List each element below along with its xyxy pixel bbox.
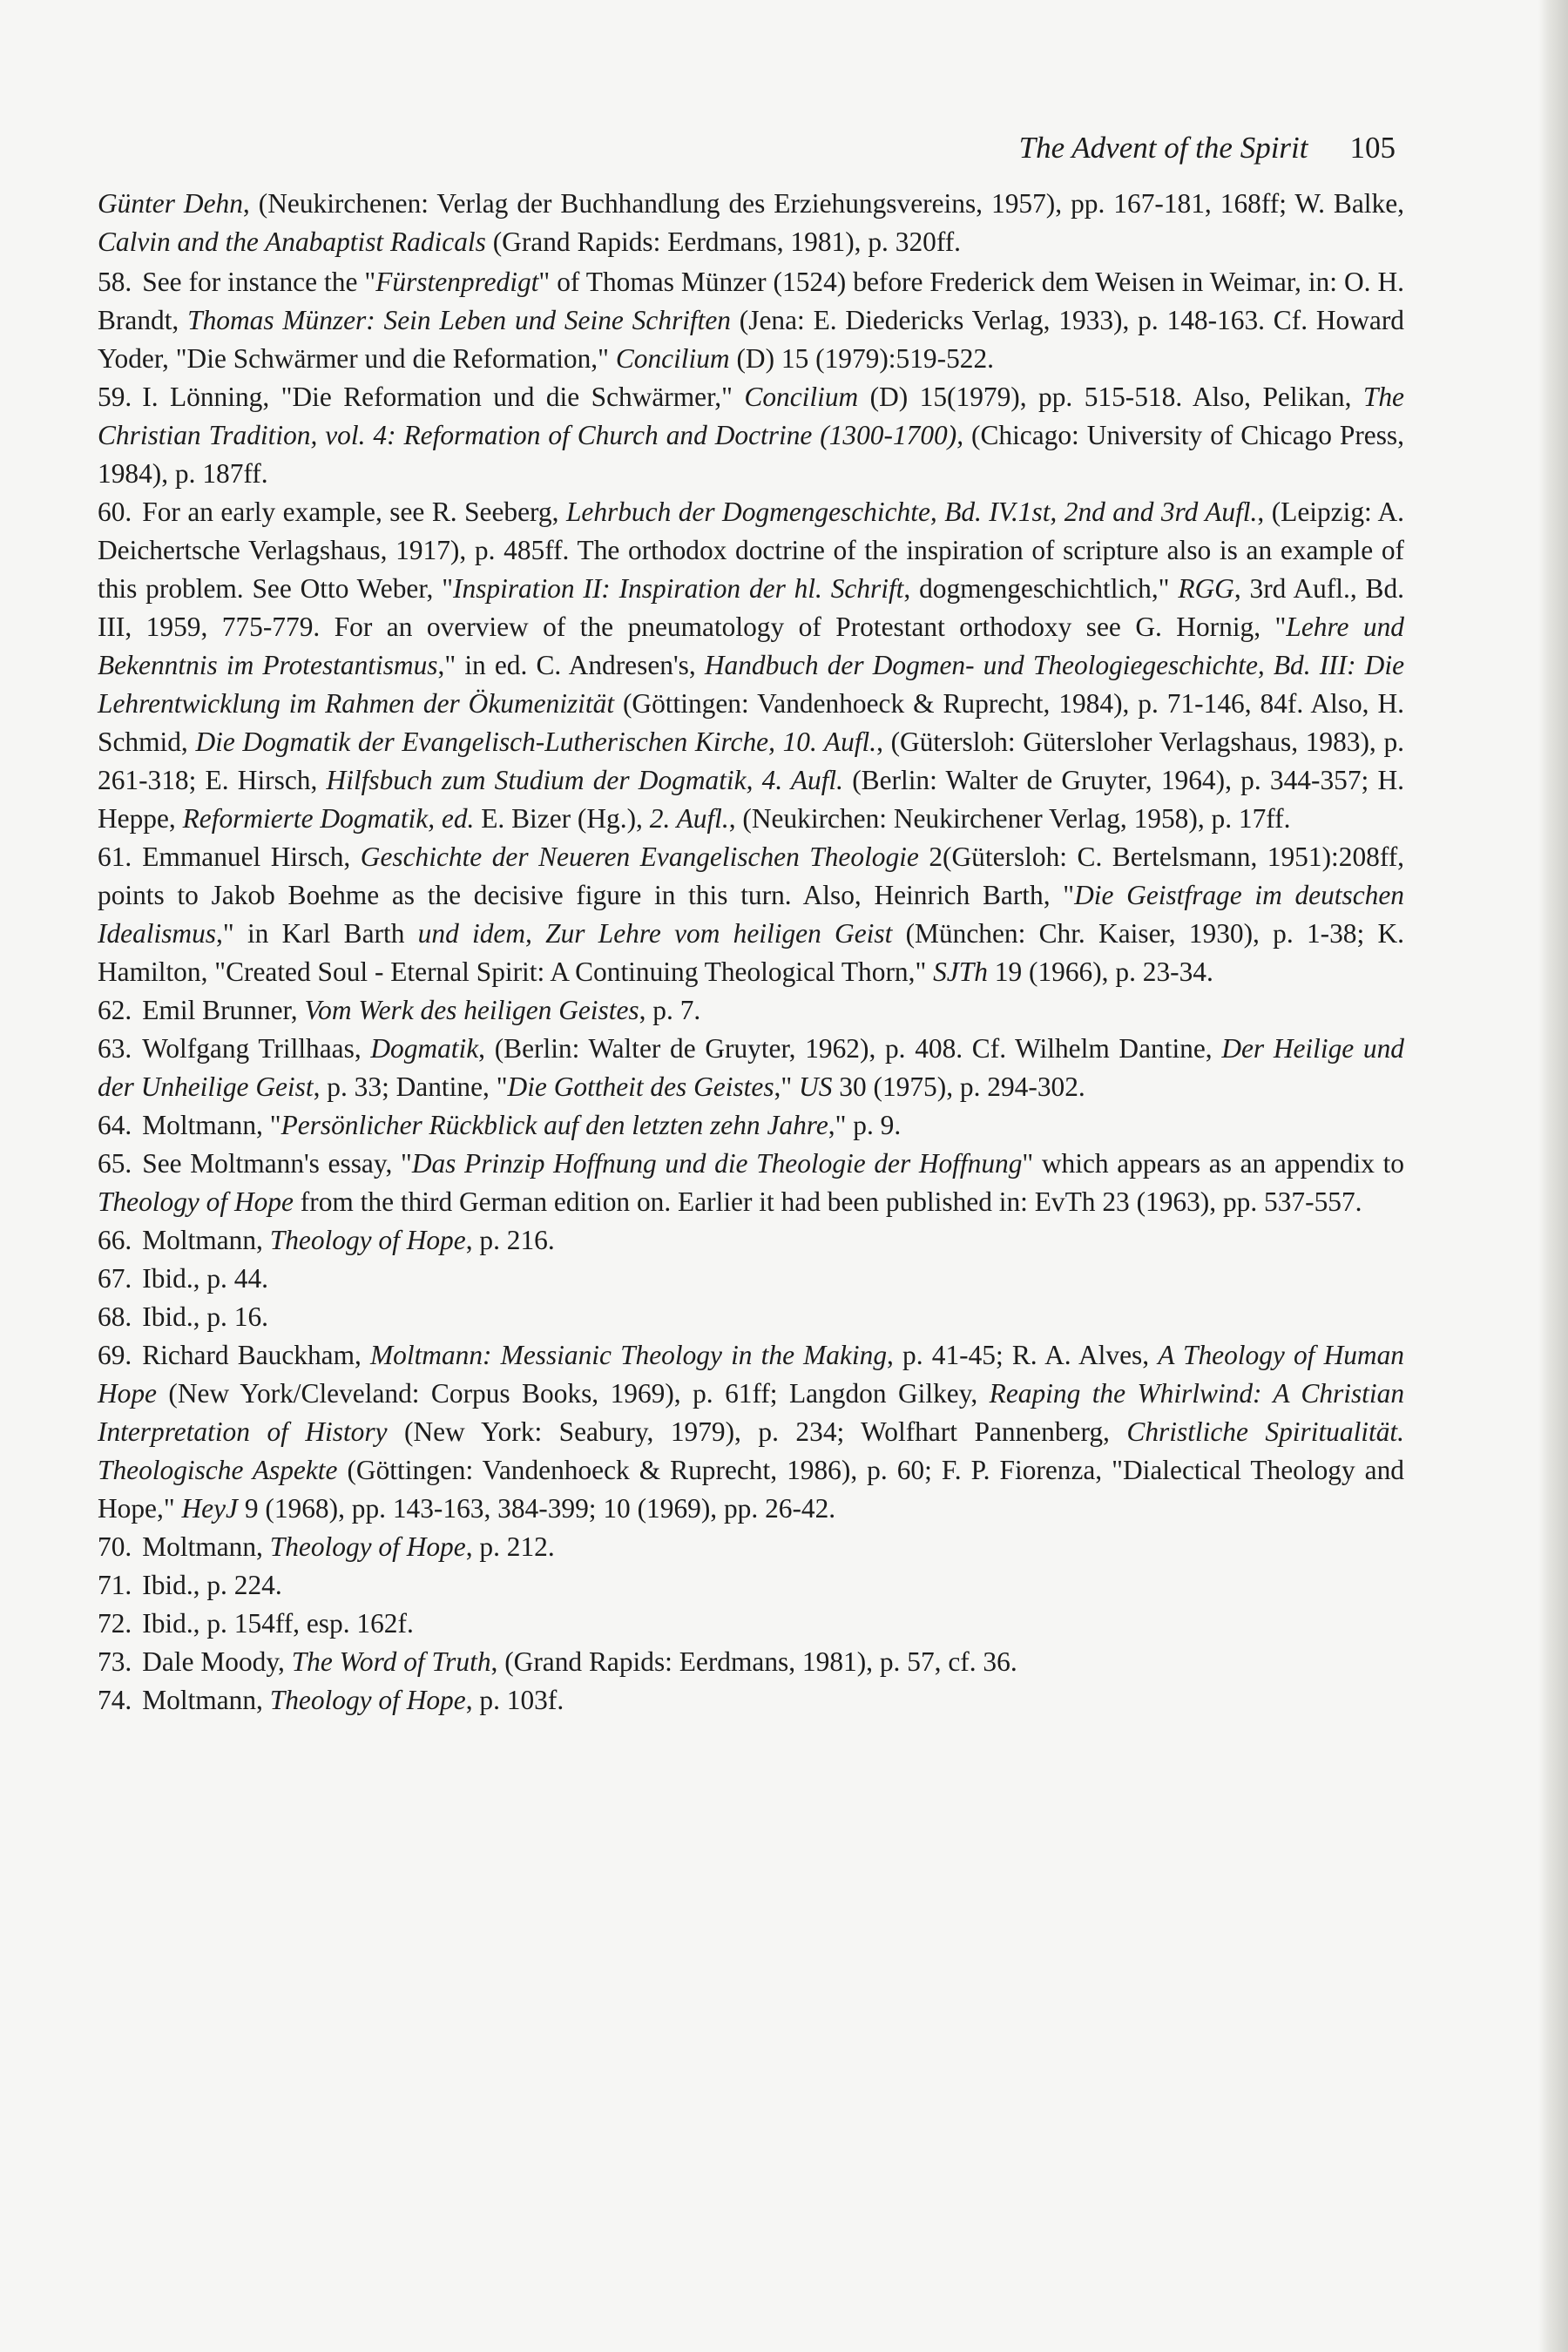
endnote-text: 9 (1968), pp. 143-163, 384-399; 10 (1969), pp. 26-42.	[237, 1493, 836, 1524]
endnote-text: E. Bizer (Hg.),	[474, 803, 650, 834]
endnote-italic-text: Die Geistfrage im deutschen Idealismus	[98, 880, 1404, 949]
endnote-72	[98, 1605, 1404, 1643]
endnote-text: , 3rd Aufl., Bd. III, 1959, 775-779. For an overview of the pneumatology of Protestant orthodoxy see G. Hornig, "	[98, 573, 1404, 642]
endnote-italic-text: Die Gottheit des Geistes	[507, 1071, 774, 1102]
endnote-text: ,"	[774, 1071, 800, 1102]
endnote-text: Moltmann,	[142, 1685, 270, 1715]
endnote-63	[98, 1030, 1404, 1106]
endnote-text: Ibid., p. 16.	[142, 1301, 268, 1332]
endnote-text: " of Thomas Münzer (1524) before Frederick dem Weisen in Weimar, in: O. H. Brandt,	[98, 267, 1405, 335]
endnote-italic-text: Günter Dehn	[98, 188, 243, 219]
endnote-number: 68.	[98, 1301, 132, 1332]
endnote-number: 64.	[98, 1110, 132, 1140]
endnote-text: , p. 41-45; R. A. Alves,	[887, 1340, 1159, 1370]
endnote-number: 73.	[98, 1646, 132, 1677]
endnote-italic-text: Lehre und Bekenntnis im Protestantismus	[98, 612, 1404, 680]
endnote-text: (New York: Seabury, 1979), p. 234; Wolfhart Pannenberg,	[387, 1416, 1127, 1447]
endnote-62	[98, 991, 1404, 1030]
endnote-text: Ibid., p. 224.	[142, 1570, 282, 1600]
endnote-italic-text: SJTh	[933, 956, 988, 987]
endnote-text: For an early example, see R. Seeberg,	[142, 497, 566, 527]
endnote-text: See for instance the "	[142, 267, 376, 297]
endnote-text: , p. 212.	[465, 1531, 555, 1562]
endnote-text: , (Neukirchenen: Verlag der Buchhandlung des Erziehungsvereins, 1957), pp. 167-181, 168ff; W. Balke,	[242, 188, 1404, 219]
endnote-text: I. Lönning, "Die Reformation und die Schwärmer,"	[142, 382, 745, 412]
endnote-text: , (Berlin: Walter de Gruyter, 1962), p. 408. Cf. Wilhelm Dantine,	[478, 1033, 1222, 1064]
endnote-italic-text: Theology of Hope	[269, 1225, 466, 1255]
endnote-number: 65.	[98, 1148, 132, 1179]
endnote-italic-text: Theology of Hope	[98, 1186, 294, 1217]
endnote-italic-text: The Christian Tradition, vol. 4: Reformation of Church and Doctrine (1300-1700),	[98, 382, 1404, 450]
endnote-italic-text: Reformierte Dogmatik, ed.	[182, 803, 475, 834]
endnote-text: , p. 216.	[465, 1225, 555, 1255]
endnote-text: " which appears as an appendix to	[1022, 1148, 1404, 1179]
endnote-text: Dale Moody,	[142, 1646, 292, 1677]
endnote-text: Moltmann,	[142, 1531, 270, 1562]
endnote-text: (Berlin: Walter de Gruyter, 1964), p. 344-357; H. Heppe,	[98, 765, 1404, 834]
endnote-70	[98, 1528, 1404, 1566]
endnote-italic-text: Concilium	[744, 382, 859, 412]
endnote-text: Emmanuel Hirsch,	[142, 841, 361, 872]
endnote-69	[98, 1336, 1404, 1528]
endnote-italic-text: Lehrbuch der Dogmengeschichte, Bd. IV.1st, 2nd and 3rd Aufl.	[565, 497, 1258, 527]
endnote-text: Ibid., p. 154ff, esp. 162f.	[142, 1608, 414, 1639]
endnote-text: , p. 33; Dantine, "	[313, 1071, 508, 1102]
endnote-text: from the third German edition on. Earlier it had been published in: EvTh 23 (1963), pp. 537-557.	[293, 1186, 1362, 1217]
running-head	[934, 131, 1396, 166]
endnote-text: Ibid., p. 44.	[142, 1263, 268, 1294]
endnote-number: 69.	[98, 1340, 132, 1370]
endnote-text: Moltmann, "	[142, 1110, 281, 1140]
endnote-text: , (Grand Rapids: Eerdmans, 1981), p. 57, cf. 36.	[490, 1646, 1017, 1677]
endnote-number: 59.	[98, 382, 132, 412]
endnotes-list	[98, 185, 1404, 1720]
endnote-text: (Chicago: University of Chicago Press, 1984), p. 187ff.	[98, 420, 1404, 489]
endnote-number: 72.	[98, 1608, 132, 1639]
endnote-58	[98, 263, 1404, 378]
endnote-text: 30 (1975), p. 294-302.	[832, 1071, 1085, 1102]
endnote-text: Richard Bauckham,	[142, 1340, 371, 1370]
endnote-italic-text: Hilfsbuch zum Studium der Dogmatik, 4. Aufl.	[326, 765, 843, 795]
endnote-italic-text: Der Heilige und der Unheilige Geist	[98, 1033, 1404, 1102]
endnote-61	[98, 838, 1404, 991]
endnote-italic-text: Reaping the Whirlwind: A Christian Interpretation of History	[98, 1378, 1405, 1447]
endnote-italic-text: und idem, Zur Lehre vom heiligen Geist	[417, 918, 893, 949]
endnote-59	[98, 378, 1404, 493]
endnote-italic-text: Moltmann: Messianic Theology in the Making	[370, 1340, 888, 1370]
endnote-italic-text: Theology of Hope	[269, 1531, 466, 1562]
endnote-italic-text: Thomas Münzer: Sein Leben und Seine Schriften	[187, 305, 731, 335]
endnote-number: 63.	[98, 1033, 132, 1064]
page-edge-shadow	[1538, 0, 1568, 2352]
endnote-71	[98, 1566, 1404, 1605]
endnote-text: Moltmann,	[142, 1225, 270, 1255]
endnote-text: Emil Brunner,	[142, 995, 305, 1025]
endnote-text: 2(Gütersloh: C. Bertelsmann, 1951):208ff, points to Jakob Boehme as the decisive figure in this turn. Also, Heinrich Barth, "	[98, 841, 1405, 910]
endnote-text: (D) 15(1979), pp. 515-518. Also, Pelikan,	[858, 382, 1363, 412]
endnote-text: (Göttingen: Vandenhoeck & Ruprecht, 1984), p. 71-146, 84f. Also, H. Schmid,	[98, 688, 1404, 757]
endnote-italic-text: Das Prinzip Hoffnung und die Theologie der Hoffnung	[411, 1148, 1023, 1179]
endnote-text: ," p. 9.	[828, 1110, 902, 1140]
endnote-italic-text: Die Dogmatik der Evangelisch-Lutherischen Kirche, 10. Aufl.	[195, 727, 877, 757]
endnote-text: (Göttingen: Vandenhoeck & Ruprecht, 1986), p. 60; F. P. Fiorenza, "Dialectical Theology and Hope,"	[98, 1455, 1405, 1524]
endnote-text: (München: Chr. Kaiser, 1930), p. 1-38; K. Hamilton, "Created Soul - Eternal Spirit: A Continuing Theological Thorn,"	[98, 918, 1404, 987]
endnote-italic-text: Vom Werk des heiligen Geistes	[304, 995, 639, 1025]
endnote-italic-text: US	[799, 1071, 833, 1102]
endnote-number: 70.	[98, 1531, 132, 1562]
endnote-text: , (Gütersloh: Gütersloher Verlagshaus, 1983), p. 261-318; E. Hirsch,	[98, 727, 1404, 795]
endnote-text: (Jena: E. Diedericks Verlag, 1933), p. 148-163. Cf. Howard Yoder, "Die Schwärmer und die Reformation,"	[98, 305, 1404, 374]
endnote-text: , p. 103f.	[465, 1685, 564, 1715]
endnote-text: ," in ed. C. Andresen's,	[437, 650, 705, 680]
endnote-italic-text: Inspiration II: Inspiration der hl. Schrift	[453, 573, 904, 604]
endnote-66	[98, 1221, 1404, 1260]
page-number: 105	[1349, 131, 1396, 165]
endnote-continued	[98, 185, 1404, 261]
endnote-number: 58.	[98, 267, 132, 297]
endnote-text: ," in Karl Barth	[216, 918, 418, 949]
endnote-text: See Moltmann's essay, "	[142, 1148, 412, 1179]
endnote-italic-text: Christliche Spiritualität. Theologische Aspekte	[98, 1416, 1404, 1485]
endnote-italic-text: Geschichte der Neueren Evangelischen Theologie	[360, 841, 919, 872]
endnote-text: Wolfgang Trillhaas,	[142, 1033, 371, 1064]
endnote-number: 74.	[98, 1685, 132, 1715]
endnote-italic-text: Theology of Hope	[269, 1685, 466, 1715]
endnote-italic-text: Handbuch der Dogmen- und Theologiegeschichte, Bd. III: Die Lehrentwicklung im Rahmen der Ökumenizität	[98, 650, 1405, 719]
endnote-number: 60.	[98, 497, 132, 527]
endnote-text: , p. 7.	[639, 995, 701, 1025]
endnote-italic-text: Concilium	[615, 343, 730, 374]
endnote-74	[98, 1681, 1404, 1720]
endnote-italic-text: HeyJ	[181, 1493, 238, 1524]
endnote-text: , (Neukirchen: Neukirchener Verlag, 1958), p. 17ff.	[728, 803, 1291, 834]
endnote-number: 67.	[98, 1263, 132, 1294]
endnote-number: 62.	[98, 995, 132, 1025]
endnote-italic-text: The Word of Truth	[291, 1646, 491, 1677]
endnote-italic-text: Calvin and the Anabaptist Radicals	[98, 226, 486, 257]
endnote-italic-text: Dogmatik	[370, 1033, 479, 1064]
endnote-68	[98, 1298, 1404, 1336]
endnote-60	[98, 493, 1404, 838]
endnote-text: 19 (1966), p. 23-34.	[987, 956, 1213, 987]
endnote-italic-text: A Theology of Human Hope	[98, 1340, 1404, 1409]
endnote-italic-text: 2. Aufl.	[649, 803, 729, 834]
running-head-title: The Advent of the Spirit	[1018, 131, 1308, 165]
endnote-text: (D) 15 (1979):519-522.	[729, 343, 995, 374]
endnote-italic-text: RGG	[1178, 573, 1234, 604]
endnote-65	[98, 1145, 1404, 1221]
endnote-64	[98, 1106, 1404, 1145]
endnote-number: 66.	[98, 1225, 132, 1255]
endnote-text: (Grand Rapids: Eerdmans, 1981), p. 320ff.	[485, 226, 962, 257]
endnote-text: , (Leipzig: A. Deichertsche Verlagshaus, 1917), p. 485ff. The orthodox doctrine of the inspiration of scripture also is an example of this problem. See Otto Weber, "	[98, 497, 1404, 604]
endnote-text: (New York/Cleveland: Corpus Books, 1969), p. 61ff; Langdon Gilkey,	[157, 1378, 990, 1409]
endnote-67	[98, 1260, 1404, 1298]
endnote-73	[98, 1643, 1404, 1681]
endnote-italic-text: Fürstenpredigt	[375, 267, 539, 297]
endnote-text: , dogmengeschichtlich,"	[903, 573, 1179, 604]
endnote-italic-text: Persönlicher Rückblick auf den letzten zehn Jahre	[280, 1110, 828, 1140]
endnote-number: 71.	[98, 1570, 132, 1600]
endnote-number: 61.	[98, 841, 132, 872]
